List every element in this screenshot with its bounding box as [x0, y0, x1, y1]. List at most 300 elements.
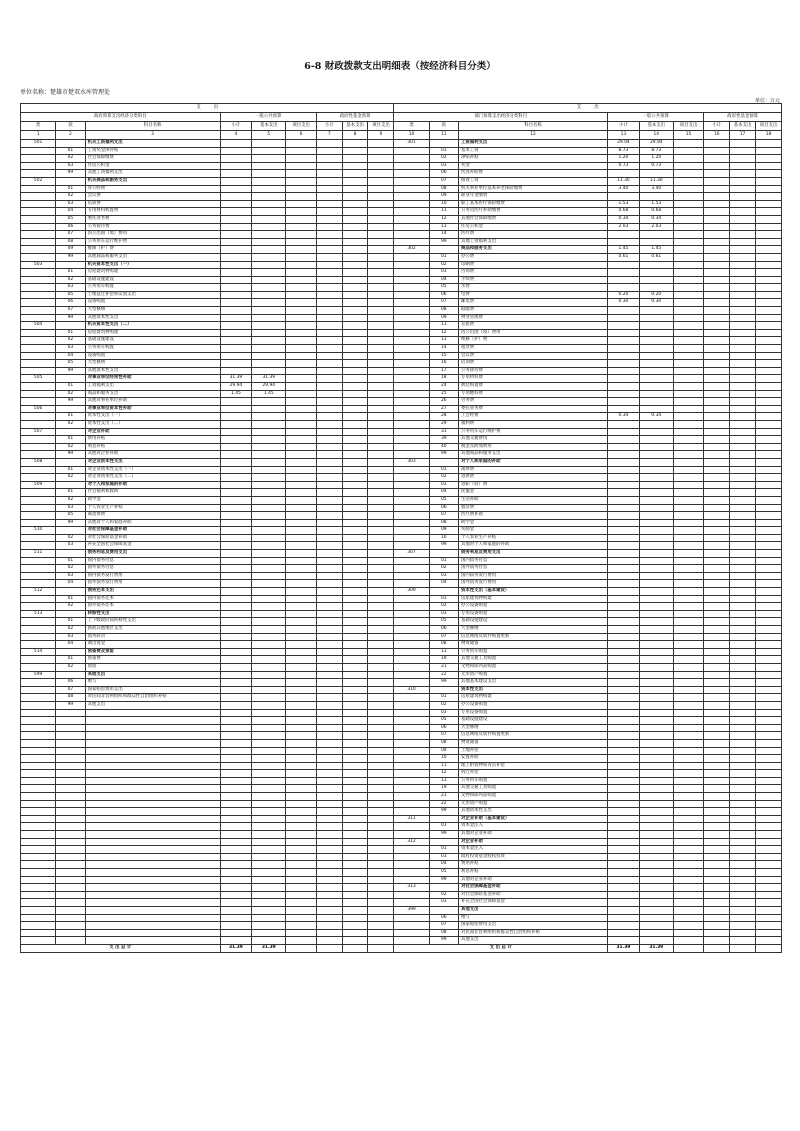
item-name-cell: 救济费: [458, 504, 607, 512]
code-cell: 99: [429, 808, 458, 816]
amount-cell: [704, 800, 730, 808]
amount-cell: [608, 489, 640, 497]
amount-cell: [342, 853, 368, 861]
item-name-cell: 委托业务费: [85, 215, 220, 223]
amount-cell: [316, 420, 342, 428]
amount-cell: 0.34: [608, 215, 640, 223]
item-name-cell: 公务用车运行维护费: [458, 428, 607, 436]
amount-cell: [755, 428, 781, 436]
item-name-cell: 会议费: [85, 193, 220, 201]
amount-cell: [673, 246, 704, 254]
amount-cell: [252, 709, 286, 717]
amount-cell: 0.34: [639, 215, 673, 223]
table-row: [21, 276, 782, 284]
amount-cell: [704, 284, 730, 292]
code-cell: 99: [429, 937, 458, 945]
amount-cell: [755, 269, 781, 277]
amount-cell: [220, 269, 252, 277]
code-cell: 03: [429, 572, 458, 580]
table-row: [21, 633, 782, 641]
item-name-cell: 取暖费: [458, 307, 607, 315]
amount-cell: [368, 481, 394, 489]
amount-cell: [368, 853, 394, 861]
code-cell: [21, 762, 56, 770]
right-total-value: [730, 944, 756, 952]
code-cell: 12: [429, 770, 458, 778]
amount-cell: [316, 215, 342, 223]
amount-cell: [316, 177, 342, 185]
table-row: [21, 906, 782, 914]
amount-cell: [252, 307, 286, 315]
amount-cell: [368, 747, 394, 755]
right-group-header: 支 出: [394, 104, 782, 113]
amount-cell: [755, 383, 781, 391]
code-cell: 08: [429, 739, 458, 747]
item-name-cell: 邮电费: [458, 299, 607, 307]
amount-cell: [639, 929, 673, 937]
amount-cell: [639, 755, 673, 763]
amount-cell: [639, 534, 673, 542]
amount-cell: [368, 694, 394, 702]
amount-cell: [252, 185, 286, 193]
amount-cell: [755, 519, 781, 527]
amount-cell: [704, 853, 730, 861]
amount-cell: [730, 269, 756, 277]
amount-cell: [755, 200, 781, 208]
amount-cell: [286, 550, 317, 558]
item-name-cell: 基础设施建设: [85, 337, 220, 345]
amount-cell: [220, 762, 252, 770]
code-cell: 313: [394, 884, 429, 892]
amount-cell: [755, 140, 781, 148]
amount-cell: [639, 550, 673, 558]
amount-cell: [673, 398, 704, 406]
amount-cell: [252, 413, 286, 421]
amount-cell: [220, 337, 252, 345]
amount-cell: [755, 694, 781, 702]
amount-cell: [286, 390, 317, 398]
amount-cell: [252, 588, 286, 596]
table-row: [21, 504, 782, 512]
amount-cell: [220, 626, 252, 634]
code-cell: 01: [429, 694, 458, 702]
code-cell: [394, 755, 429, 763]
amount-cell: [342, 231, 368, 239]
amount-cell: [704, 663, 730, 671]
code-cell: [429, 246, 458, 254]
item-name-cell: 地上附着物和青苗补偿: [458, 762, 607, 770]
amount-cell: [368, 906, 394, 914]
code-cell: 04: [429, 580, 458, 588]
amount-cell: [220, 443, 252, 451]
item-name-cell: 其他交通工具购置: [458, 656, 607, 664]
amount-cell: [368, 367, 394, 375]
amount-cell: [252, 876, 286, 884]
amount-cell: [704, 375, 730, 383]
table-row: [21, 420, 782, 428]
amount-cell: [673, 390, 704, 398]
amount-cell: [639, 360, 673, 368]
amount-cell: [704, 504, 730, 512]
code-cell: 501: [21, 140, 56, 148]
amount-cell: [673, 679, 704, 687]
amount-cell: [730, 542, 756, 550]
code-cell: 02: [429, 603, 458, 611]
amount-cell: [608, 648, 640, 656]
amount-cell: [252, 512, 286, 520]
amount-cell: [342, 420, 368, 428]
amount-cell: [730, 420, 756, 428]
amount-cell: [704, 557, 730, 565]
amount-cell: [368, 580, 394, 588]
amount-cell: [286, 291, 317, 299]
amount-cell: [220, 177, 252, 185]
table-row: [21, 527, 782, 535]
table-row: [21, 626, 782, 634]
item-name-cell: 基础设施建设: [458, 618, 607, 626]
amount-cell: [730, 519, 756, 527]
amount-cell: [368, 724, 394, 732]
amount-cell: [286, 686, 317, 694]
code-cell: [21, 603, 56, 611]
amount-cell: [252, 550, 286, 558]
item-name-cell: 助学金: [85, 496, 220, 504]
amount-cell: [316, 405, 342, 413]
amount-cell: [342, 443, 368, 451]
item-name-cell: 对社会保障基金补助: [458, 884, 607, 892]
amount-cell: [368, 496, 394, 504]
amount-cell: [286, 572, 317, 580]
code-cell: [56, 815, 85, 823]
table-row: [21, 284, 782, 292]
item-name-cell: [85, 876, 220, 884]
amount-cell: [368, 808, 394, 816]
amount-cell: [252, 170, 286, 178]
amount-cell: [608, 610, 640, 618]
amount-cell: [220, 420, 252, 428]
unit-name: 单位名称：楚雄市楚双水库管理处: [20, 89, 111, 96]
item-name-cell: 生活补助: [458, 496, 607, 504]
amount-cell: [755, 580, 781, 588]
code-cell: [394, 800, 429, 808]
code-cell: [394, 474, 429, 482]
amount-cell: [608, 906, 640, 914]
amount-cell: [673, 238, 704, 246]
amount-cell: [639, 489, 673, 497]
code-cell: 06: [429, 914, 458, 922]
amount-cell: [730, 276, 756, 284]
amount-cell: 31.39: [220, 375, 252, 383]
amount-cell: [316, 162, 342, 170]
code-cell: 01: [56, 383, 85, 391]
amount-cell: [608, 770, 640, 778]
amount-cell: [342, 679, 368, 687]
amount-cell: [639, 420, 673, 428]
amount-cell: [639, 884, 673, 892]
table-row: [21, 641, 782, 649]
amount-cell: [730, 648, 756, 656]
item-name-cell: 专用设备购置: [458, 709, 607, 717]
code-cell: 07: [56, 686, 85, 694]
table-row: [21, 800, 782, 808]
amount-cell: [286, 383, 317, 391]
item-name-cell: 公务用车购置: [85, 345, 220, 353]
code-cell: [56, 375, 85, 383]
code-cell: 03: [429, 899, 458, 907]
amount-cell: [755, 846, 781, 854]
amount-cell: [342, 534, 368, 542]
amount-cell: [368, 436, 394, 444]
amount-cell: [220, 276, 252, 284]
table-row: [21, 603, 782, 611]
code-cell: 08: [429, 519, 458, 527]
item-name-cell: [85, 724, 220, 732]
amount-cell: [220, 345, 252, 353]
amount-cell: [673, 891, 704, 899]
code-cell: [21, 641, 56, 649]
item-name-cell: 社会福利和救助: [85, 489, 220, 497]
code-cell: 02: [56, 474, 85, 482]
code-cell: 99: [429, 238, 458, 246]
code-cell: [429, 588, 458, 596]
code-cell: 09: [429, 747, 458, 755]
code-cell: 03: [56, 572, 85, 580]
amount-cell: [755, 405, 781, 413]
code-cell: 39: [429, 436, 458, 444]
amount-cell: [755, 542, 781, 550]
code-cell: [21, 861, 56, 869]
amount-cell: [342, 466, 368, 474]
table-row: [21, 246, 782, 254]
code-cell: [21, 869, 56, 877]
code-cell: 03: [56, 284, 85, 292]
amount-cell: [368, 815, 394, 823]
item-name-cell: 税金及附加费用: [458, 443, 607, 451]
code-cell: 03: [429, 162, 458, 170]
amount-cell: [220, 724, 252, 732]
amount-cell: [342, 937, 368, 945]
item-name-cell: 转移性支出: [85, 610, 220, 618]
amount-cell: [220, 299, 252, 307]
item-name-cell: 土地补偿: [458, 747, 607, 755]
amount-cell: [252, 329, 286, 337]
amount-cell: [673, 428, 704, 436]
amount-cell: [639, 626, 673, 634]
amount-cell: [368, 770, 394, 778]
amount-cell: 2.03: [608, 223, 640, 231]
amount-cell: [704, 884, 730, 892]
amount-cell: [704, 808, 730, 816]
amount-cell: [639, 261, 673, 269]
amount-cell: [252, 853, 286, 861]
amount-cell: [639, 641, 673, 649]
table-row: [21, 724, 782, 732]
table-row: [21, 405, 782, 413]
amount-cell: [608, 884, 640, 892]
code-cell: [394, 496, 429, 504]
table-row: [21, 588, 782, 596]
amount-cell: [639, 527, 673, 535]
code-cell: [394, 922, 429, 930]
code-cell: 13: [429, 648, 458, 656]
amount-cell: [252, 610, 286, 618]
amount-cell: [673, 572, 704, 580]
item-name-cell: [85, 739, 220, 747]
amount-cell: [704, 572, 730, 580]
amount-cell: [342, 261, 368, 269]
amount-cell: [252, 671, 286, 679]
code-cell: 04: [56, 580, 85, 588]
amount-cell: [730, 846, 756, 854]
amount-cell: [252, 785, 286, 793]
code-cell: [394, 299, 429, 307]
amount-cell: [673, 648, 704, 656]
code-cell: 11: [429, 208, 458, 216]
amount-cell: [704, 481, 730, 489]
amount-cell: [608, 527, 640, 535]
amount-cell: [704, 307, 730, 315]
table-row: [21, 679, 782, 687]
amount-cell: [704, 785, 730, 793]
code-cell: [21, 937, 56, 945]
table-row: [21, 762, 782, 770]
amount-cell: [608, 496, 640, 504]
amount-cell: [286, 314, 317, 322]
item-name-cell: 工资福利支出: [458, 140, 607, 148]
amount-cell: [220, 785, 252, 793]
amount-cell: [704, 869, 730, 877]
amount-cell: [316, 937, 342, 945]
amount-cell: [608, 853, 640, 861]
amount-cell: [704, 709, 730, 717]
amount-cell: [755, 413, 781, 421]
amount-cell: [608, 572, 640, 580]
code-cell: [56, 550, 85, 558]
amount-cell: [730, 458, 756, 466]
amount-cell: [704, 215, 730, 223]
amount-cell: [673, 914, 704, 922]
code-cell: [394, 193, 429, 201]
table-row: [21, 413, 782, 421]
code-cell: [56, 861, 85, 869]
code-cell: [21, 724, 56, 732]
code-cell: [21, 686, 56, 694]
amount-cell: [252, 686, 286, 694]
column-header: 小计: [220, 122, 252, 131]
amount-cell: [608, 869, 640, 877]
amount-cell: [342, 770, 368, 778]
code-cell: 08: [429, 929, 458, 937]
amount-cell: [220, 565, 252, 573]
code-cell: 02: [56, 626, 85, 634]
amount-cell: [704, 155, 730, 163]
table-row: [21, 853, 782, 861]
amount-cell: [673, 253, 704, 261]
amount-cell: [704, 641, 730, 649]
item-name-cell: 资本金注入: [458, 823, 607, 831]
amount-cell: [704, 208, 730, 216]
amount-cell: [704, 185, 730, 193]
amount-cell: [220, 193, 252, 201]
amount-cell: [608, 481, 640, 489]
amount-cell: [368, 542, 394, 550]
amount-cell: 1.45: [252, 390, 286, 398]
amount-cell: [704, 299, 730, 307]
amount-cell: [730, 906, 756, 914]
table-row: [21, 815, 782, 823]
amount-cell: [220, 496, 252, 504]
item-name-cell: 无形资产购置: [458, 671, 607, 679]
amount-cell: [639, 770, 673, 778]
column-header: 基本支出: [730, 122, 756, 131]
amount-cell: [639, 504, 673, 512]
amount-cell: [220, 238, 252, 246]
item-name-cell: 委托业务费: [458, 405, 607, 413]
amount-cell: [220, 481, 252, 489]
item-name-cell: 房屋建筑物购建: [85, 329, 220, 337]
table-row: [21, 519, 782, 527]
amount-cell: [755, 929, 781, 937]
left-total-value: [286, 944, 317, 952]
amount-cell: [608, 345, 640, 353]
code-cell: 26: [429, 398, 458, 406]
right-total-value: [673, 944, 704, 952]
amount-cell: [755, 785, 781, 793]
code-cell: [21, 785, 56, 793]
amount-cell: [755, 458, 781, 466]
code-cell: [21, 413, 56, 421]
amount-cell: [368, 793, 394, 801]
code-cell: [56, 610, 85, 618]
code-cell: [394, 610, 429, 618]
amount-cell: [286, 466, 317, 474]
amount-cell: [608, 170, 640, 178]
amount-cell: [608, 922, 640, 930]
code-cell: [21, 838, 56, 846]
amount-cell: 0.61: [608, 253, 640, 261]
code-cell: 04: [429, 276, 458, 284]
amount-cell: [342, 884, 368, 892]
item-name-cell: 其他对企业补助: [458, 831, 607, 839]
code-cell: 14: [429, 345, 458, 353]
amount-cell: [639, 337, 673, 345]
amount-cell: [286, 451, 317, 459]
amount-cell: [673, 261, 704, 269]
item-name-cell: 其他工资福利支出: [458, 238, 607, 246]
code-cell: 512: [21, 588, 56, 596]
code-cell: 02: [56, 663, 85, 671]
amount-cell: [755, 512, 781, 520]
amount-cell: [286, 846, 317, 854]
amount-cell: [730, 686, 756, 694]
page-title: 6-8 财政拨款支出明细表（按经济科目分类）: [304, 61, 496, 72]
amount-cell: [608, 550, 640, 558]
amount-cell: [704, 367, 730, 375]
code-cell: [21, 337, 56, 345]
amount-cell: [704, 246, 730, 254]
amount-cell: [220, 208, 252, 216]
item-name-cell: 工会经费: [458, 413, 607, 421]
amount-cell: [342, 383, 368, 391]
amount-cell: [673, 671, 704, 679]
column-header: 基本支出: [252, 122, 286, 131]
code-cell: [56, 732, 85, 740]
item-name-cell: [85, 922, 220, 930]
amount-cell: [639, 428, 673, 436]
item-name-cell: 债务利息及费用支出: [458, 550, 607, 558]
code-cell: 08: [429, 185, 458, 193]
amount-cell: [342, 527, 368, 535]
